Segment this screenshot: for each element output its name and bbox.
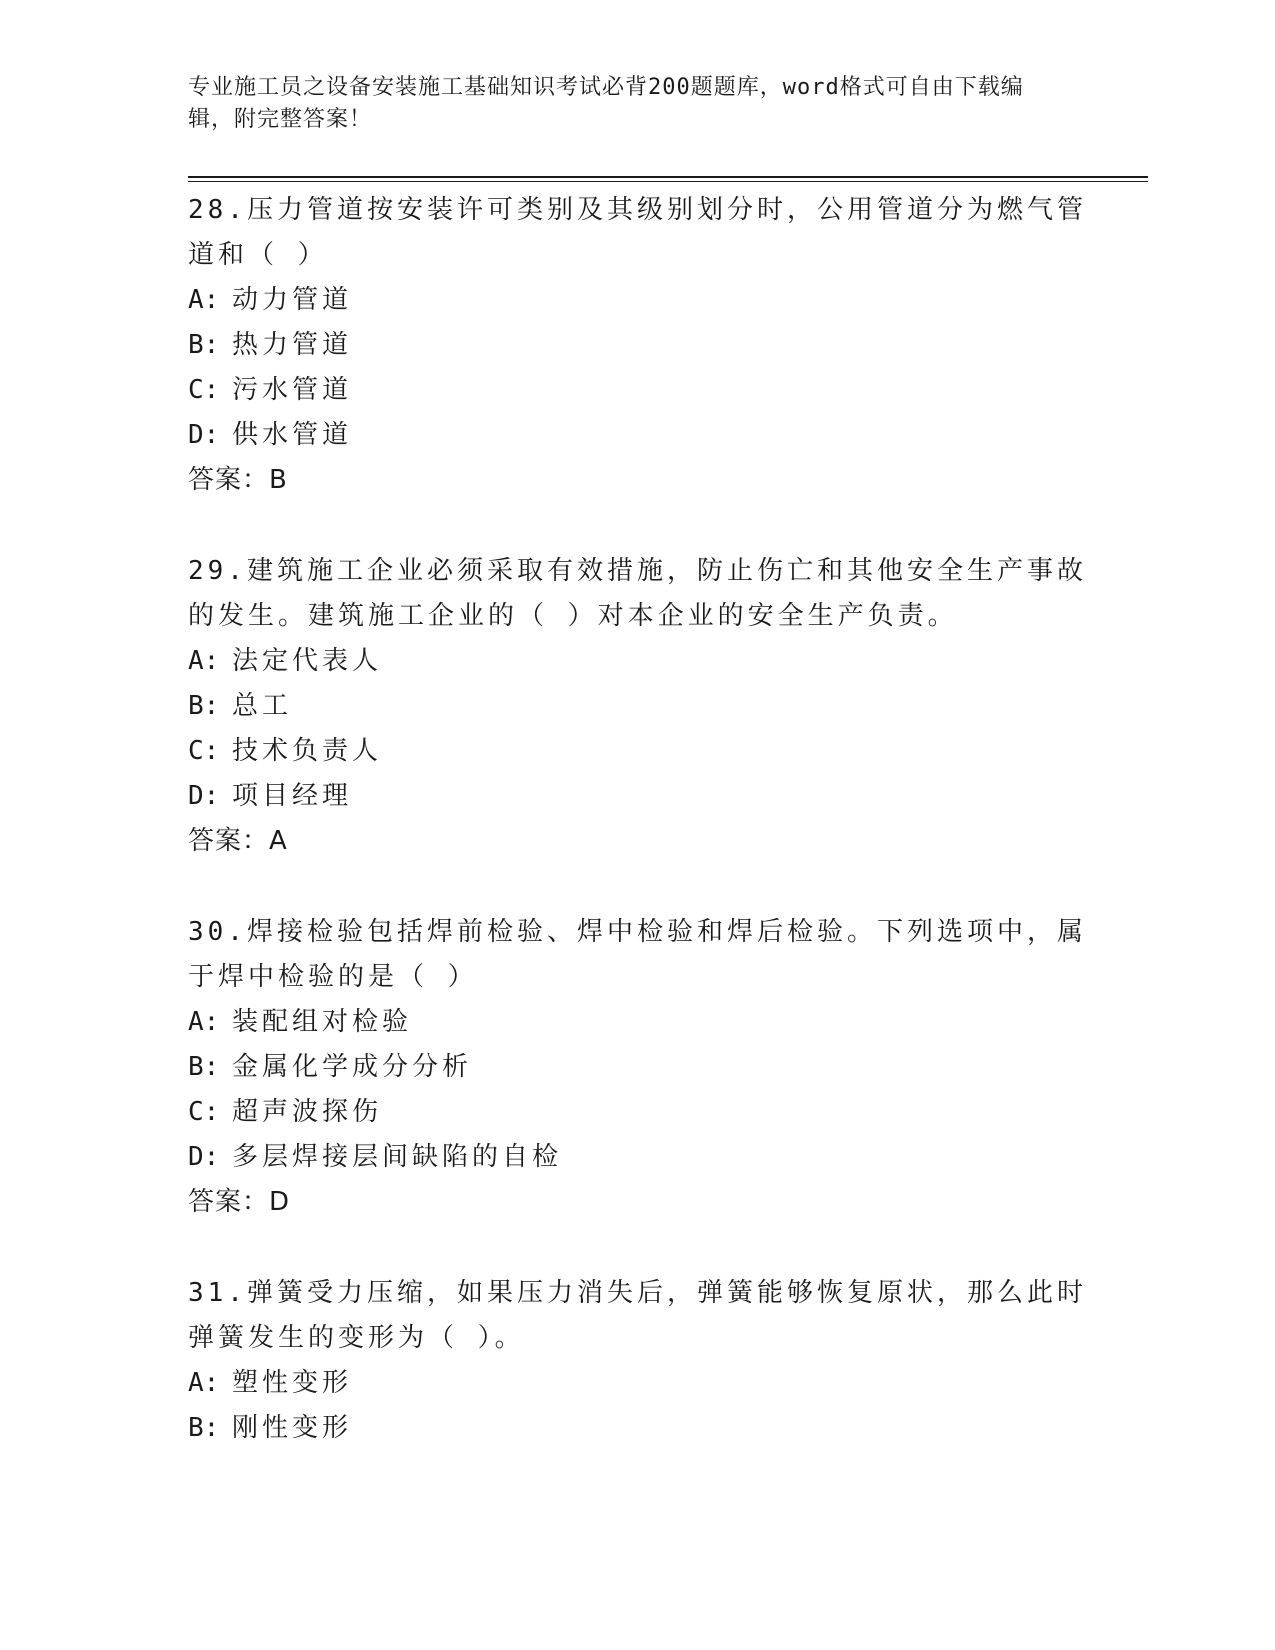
option-text: 污水管道 — [232, 375, 353, 405]
option-text: 动力管道 — [232, 285, 353, 315]
option-letter: A: — [188, 285, 220, 315]
option-a — [188, 1361, 1088, 1406]
option-a — [188, 639, 1088, 684]
document-header: 专业施工员之设备安装施工基础知识考试必背200题题库，word格式可自由下载编辑，附完整答案！ — [188, 75, 1024, 132]
option-text: 塑性变形 — [232, 1368, 353, 1398]
question-30 — [188, 910, 1088, 1225]
option-text: 法定代表人 — [232, 646, 383, 676]
option-letter: D: — [188, 1142, 220, 1172]
question-stem: 31.弹簧受力压缩，如果压力消失后，弹簧能够恢复原状，那么此时弹簧发生的变形为（ ）。 — [188, 1278, 1087, 1353]
option-c — [188, 1090, 1088, 1135]
option-text: 金属化学成分分析 — [232, 1052, 473, 1082]
option-b — [188, 684, 1088, 729]
option-letter: D: — [188, 420, 220, 450]
option-a — [188, 278, 1088, 323]
option-text: 总工 — [232, 691, 293, 721]
option-text: 多层焊接层间缺陷的自检 — [232, 1142, 563, 1172]
question-list — [188, 188, 1088, 1497]
question-stem: 28.压力管道按安装许可类别及其级别划分时，公用管道分为燃气管道和（ ） — [188, 195, 1087, 270]
option-text: 项目经理 — [232, 781, 353, 811]
option-letter: C: — [188, 375, 220, 405]
option-c — [188, 368, 1088, 413]
answer-line: 答案：D — [188, 1187, 291, 1217]
question-stem: 29.建筑施工企业必须采取有效措施，防止伤亡和其他安全生产事故的发生。建筑施工企业的（ ）对本企业的安全生产负责。 — [188, 556, 1087, 631]
option-letter: B: — [188, 691, 220, 721]
question-29 — [188, 549, 1088, 864]
header-double-rule — [188, 176, 1148, 182]
option-letter: A: — [188, 646, 220, 676]
option-b — [188, 1406, 1088, 1451]
answer-line: 答案：A — [188, 826, 288, 856]
option-letter: A: — [188, 1368, 220, 1398]
option-text: 装配组对检验 — [232, 1007, 413, 1037]
option-letter: C: — [188, 736, 220, 766]
option-text: 刚性变形 — [232, 1413, 353, 1443]
option-d — [188, 774, 1088, 819]
question-31 — [188, 1271, 1088, 1451]
option-b — [188, 1045, 1088, 1090]
option-text: 供水管道 — [232, 420, 353, 450]
question-stem: 30.焊接检验包括焊前检验、焊中检验和焊后检验。下列选项中，属于焊中检验的是（ ） — [188, 917, 1087, 992]
option-c — [188, 729, 1088, 774]
option-letter: D: — [188, 781, 220, 811]
option-text: 技术负责人 — [232, 736, 383, 766]
option-letter: B: — [188, 1413, 220, 1443]
question-28 — [188, 188, 1088, 503]
option-text: 超声波探伤 — [232, 1097, 383, 1127]
option-d — [188, 413, 1088, 458]
option-a — [188, 1000, 1088, 1045]
option-letter: B: — [188, 330, 220, 360]
option-text: 热力管道 — [232, 330, 353, 360]
option-letter: A: — [188, 1007, 220, 1037]
option-d — [188, 1135, 1088, 1180]
answer-line: 答案：B — [188, 465, 288, 495]
option-letter: C: — [188, 1097, 220, 1127]
option-letter: B: — [188, 1052, 220, 1082]
option-b — [188, 323, 1088, 368]
